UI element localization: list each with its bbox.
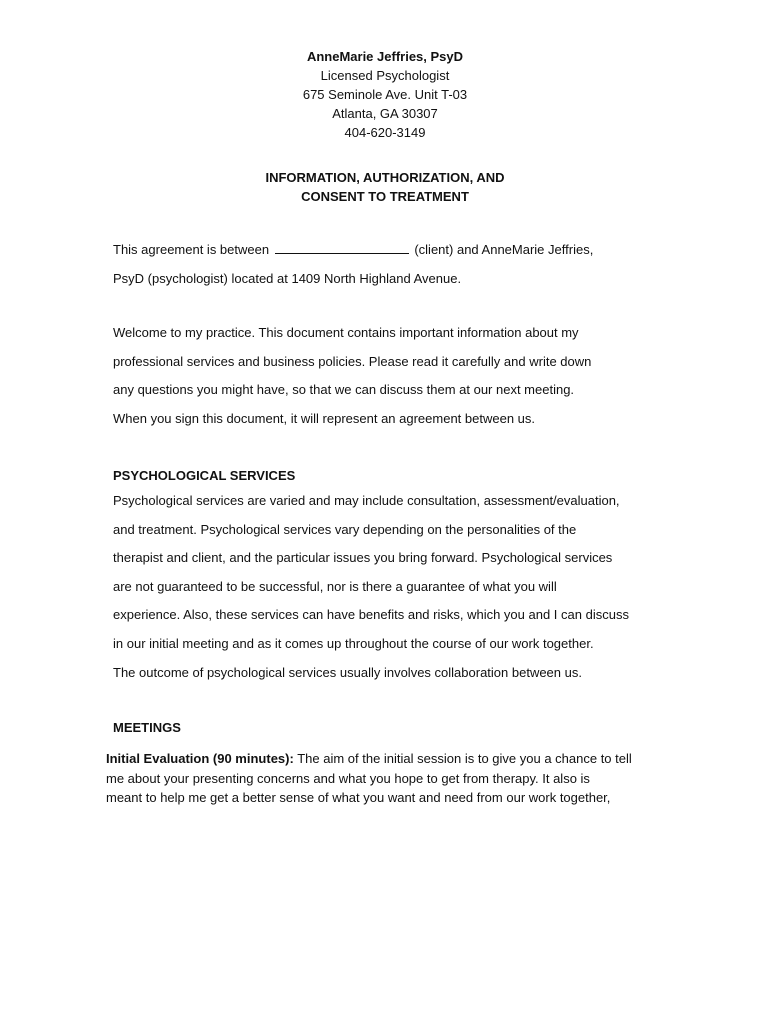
title-line-1: INFORMATION, AUTHORIZATION, AND — [265, 170, 505, 185]
psych-line: and treatment. Psychological services vary depending on the personalities of the — [113, 521, 577, 537]
psych-line: experience. Also, these services can have benefits and risks, which you and I can discuss — [113, 607, 629, 623]
meetings-line-3: meant to help me get a better sense of what you want and need from our work together, — [106, 790, 611, 805]
meetings-line-1 — [106, 749, 676, 769]
psychological-services-paragraph — [113, 487, 673, 687]
welcome-paragraph — [113, 319, 673, 433]
psychologist-name: AnneMarie Jeffries, PsyD — [306, 49, 464, 64]
agreement-line-1 — [113, 236, 673, 265]
agreement-text-before: This agreement is between — [113, 242, 270, 257]
agreement-paragraph — [113, 236, 673, 293]
psych-line: The outcome of psychological services usually involves collaboration between us. — [113, 664, 582, 680]
client-name-blank[interactable] — [275, 241, 409, 254]
document-title — [0, 168, 770, 206]
psychologist-role: Licensed Psychologist — [320, 68, 450, 83]
psych-line: therapist and client, and the particular issues you bring forward. Psychological services — [113, 550, 613, 566]
psych-line: in our initial meeting and as it comes up throughout the course of our work together. — [113, 635, 594, 651]
psychological-services-heading: PSYCHOLOGICAL SERVICES — [113, 468, 296, 483]
address-line-1: 675 Seminole Ave. Unit T-03 — [302, 87, 468, 102]
psych-line: Psychological services are varied and may include consultation, assessment/evaluation, — [113, 493, 620, 508]
meetings-paragraph — [106, 749, 676, 808]
welcome-line: When you sign this document, it will represent an agreement between us. — [113, 410, 536, 426]
phone-number: 404-620-3149 — [344, 125, 426, 140]
welcome-line: any questions you might have, so that we can discuss them at our next meeting. — [113, 382, 575, 398]
initial-evaluation-label: Initial Evaluation (90 minutes): — [106, 751, 294, 766]
meetings-line-2: me about your presenting concerns and what you hope to get from therapy. It also is — [106, 770, 590, 786]
agreement-text-after: (client) and AnneMarie Jeffries, — [414, 242, 594, 257]
agreement-line-2: PsyD (psychologist) located at 1409 North Highland Avenue. — [113, 270, 462, 286]
meetings-heading: MEETINGS — [113, 720, 181, 735]
meetings-line-1-text: The aim of the initial session is to give you a chance to tell — [297, 751, 632, 766]
title-line-2: CONSENT TO TREATMENT — [301, 189, 469, 204]
psych-line: are not guaranteed to be successful, nor is there a guarantee of what you will — [113, 578, 557, 594]
address-line-2: Atlanta, GA 30307 — [332, 106, 438, 121]
welcome-line: Welcome to my practice. This document contains important information about my — [113, 325, 579, 340]
welcome-line: professional services and business policies. Please read it carefully and write down — [113, 353, 592, 369]
letterhead — [0, 47, 770, 142]
